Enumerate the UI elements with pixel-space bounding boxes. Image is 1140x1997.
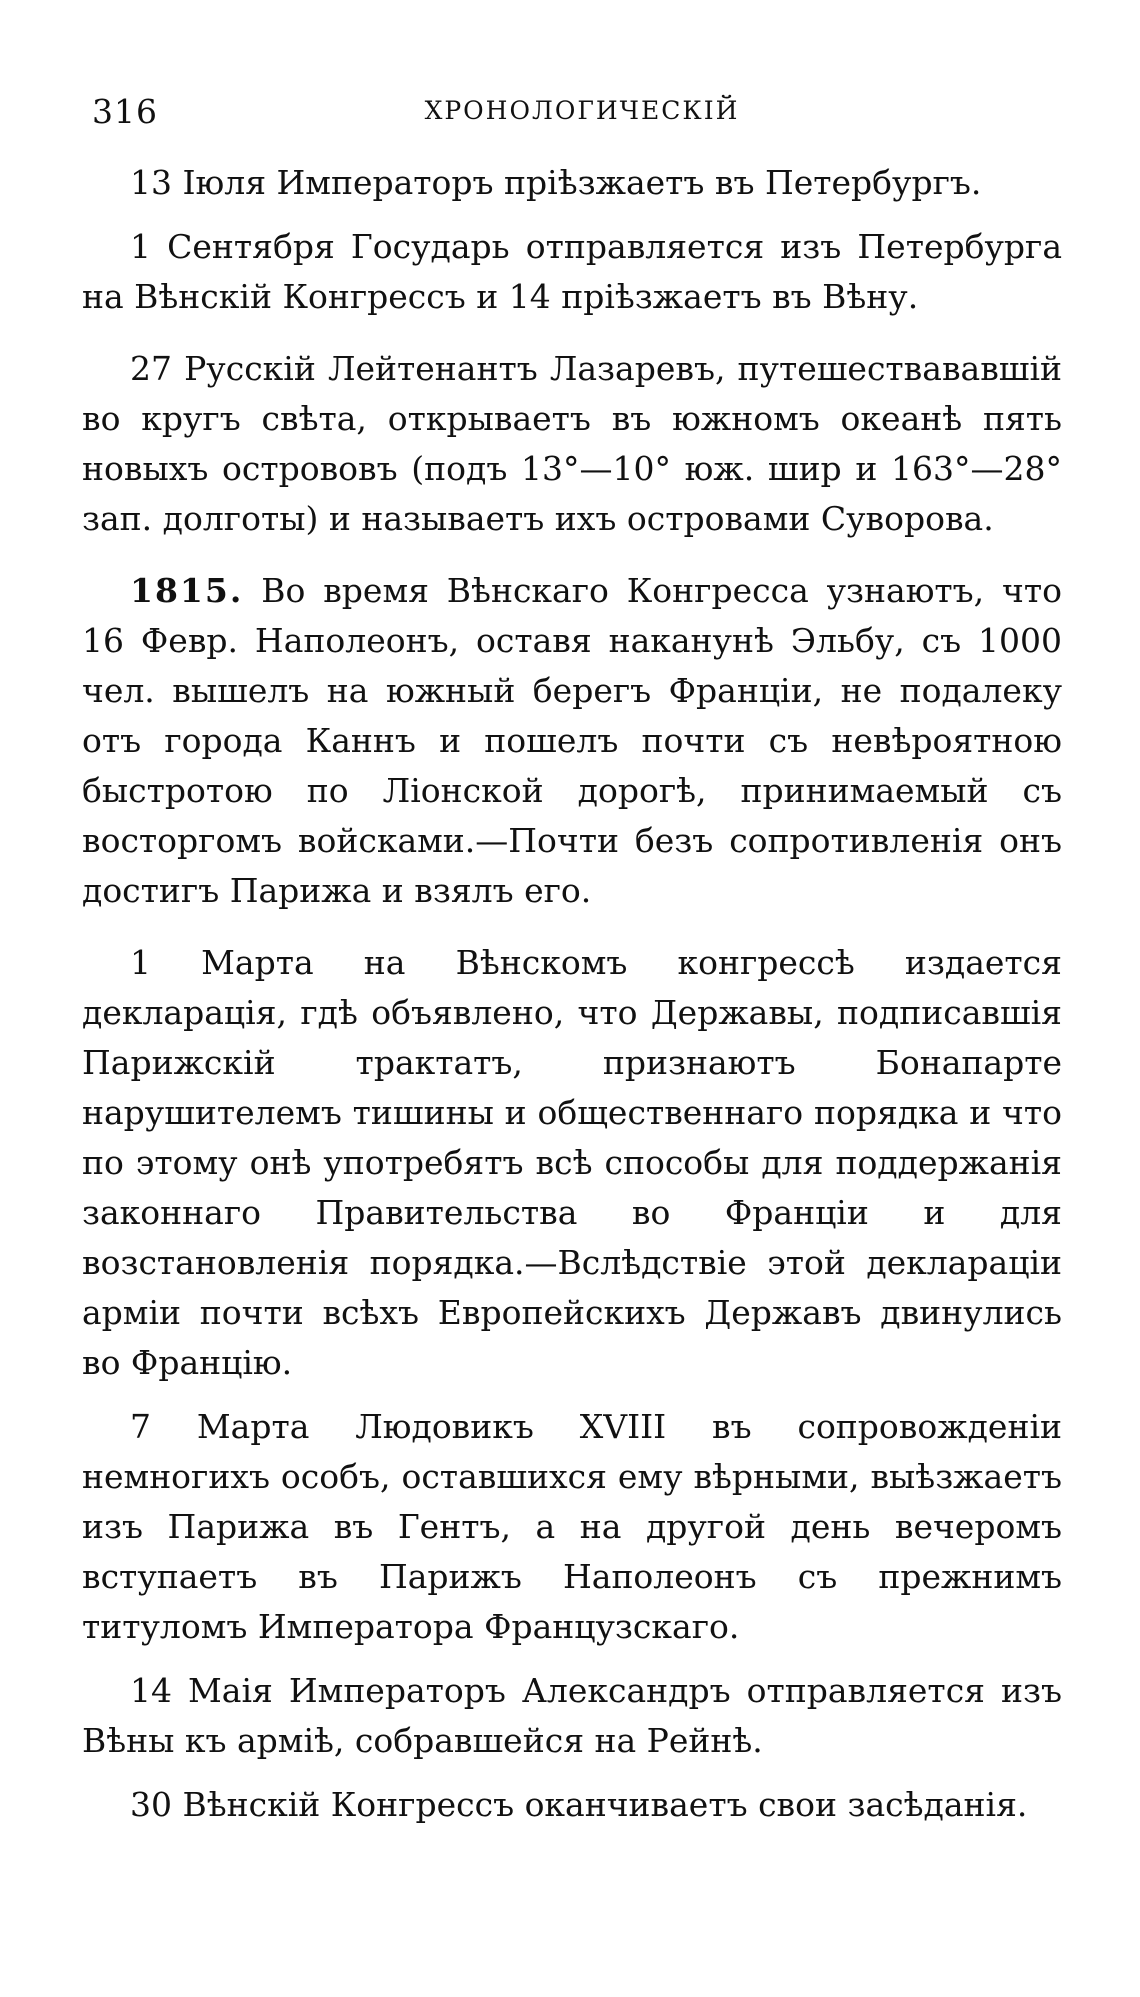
page-number: 316 (92, 92, 158, 131)
body-text (82, 158, 1062, 1844)
year-heading: 1815. (130, 571, 244, 610)
entry-paragraph: 1 Марта на Вѣнскомъ конгрессѣ издается декларація, гдѣ объявлено, что Державы, подписавшія Парижскій трактатъ, признаютъ Бонапарте нарушителемъ тишины и общественнаго порядка и что по этому онѣ употребятъ всѣ способы для поддержанія законнаго Правительства во Франціи и для возстановленія порядка.—Вслѣдствіе этой деклараціи арміи почти всѣхъ Европейскихъ Державъ двинулись во Францію. (82, 943, 1062, 1382)
page-header (92, 92, 1072, 132)
entry-paragraph: 30 Вѣнскій Конгрессъ оканчиваетъ свои засѣданія. (130, 1785, 1028, 1824)
entry-paragraph: 1 Сентября Государь отправляется изъ Петербурга на Вѣнскій Конгрессъ и 14 пріѣзжаетъ въ Вѣну. (82, 227, 1062, 316)
running-head: ХРОНОЛОГИЧЕСКІЙ (424, 96, 740, 125)
entry-paragraph: 7 Марта Людовикъ XVIII въ сопровожденіи немногихъ особъ, оставшихся ему вѣрными, выѣзжаетъ изъ Парижа въ Гентъ, а на другой день вечеромъ вступаетъ въ Парижъ Наполеонъ съ прежнимъ титуломъ Императора Французскаго. (82, 1407, 1062, 1646)
entry-paragraph: 1815. Во время Вѣнскаго Конгресса узнаютъ, что 16 Февр. Наполеонъ, оставя наканунѣ Эльбу, съ 1000 чел. вышелъ на южный берегъ Франціи, не подалеку отъ города Каннъ и пошелъ почти съ невѣроятною быстротою по Ліонской дорогѣ, принимаемый съ восторгомъ войсками.—Почти безъ сопротивленія онъ достигъ Парижа и взялъ его. (82, 571, 1062, 910)
entry-paragraph: 13 Іюля Императоръ пріѣзжаетъ въ Петербургъ. (130, 163, 982, 202)
entry-paragraph: 14 Маія Императоръ Александръ отправляется изъ Вѣны къ арміѣ, собравшейся на Рейнѣ. (82, 1671, 1062, 1760)
entry-paragraph: 27 Русскій Лейтенантъ Лазаревъ, путешествававшій во кругъ свѣта, открываетъ въ южномъ океанѣ пять новыхъ острововъ (подъ 13°—10° юж. шир и 163°—28° зап. долготы) и называетъ ихъ островами Суворова. (82, 349, 1062, 538)
